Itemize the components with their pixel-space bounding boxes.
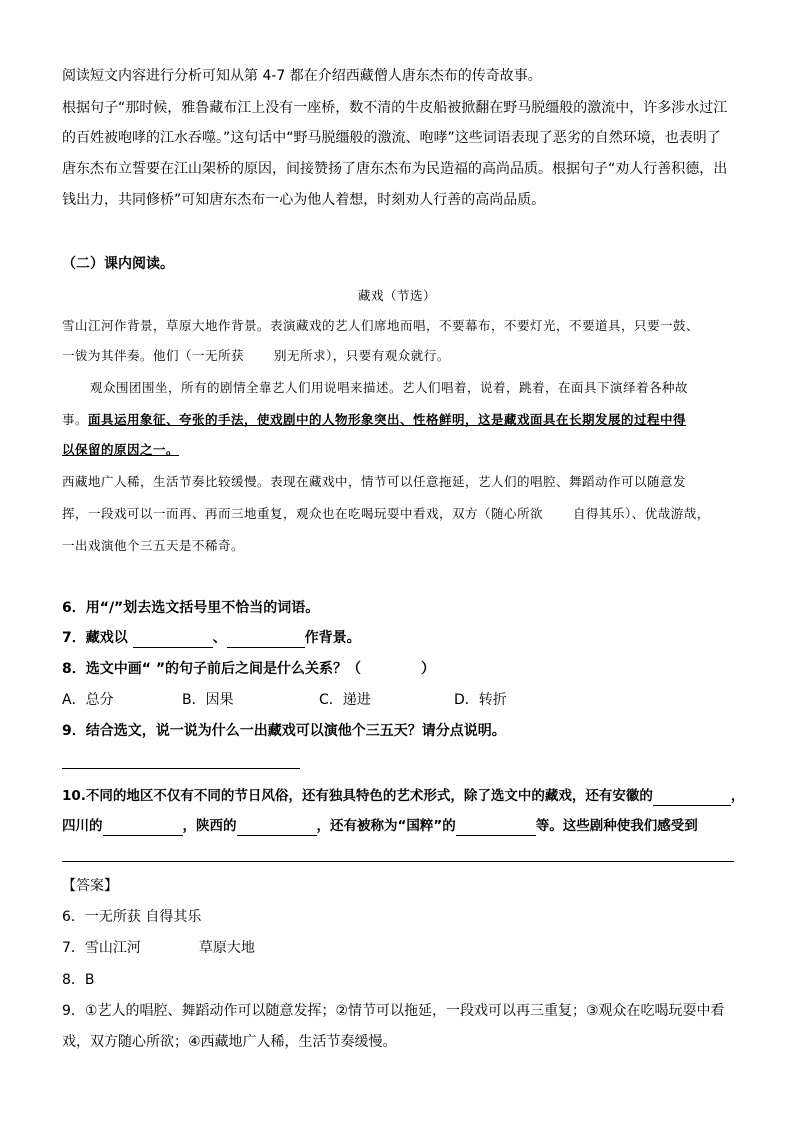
question-10-sichuan: 四川的 xyxy=(62,818,103,834)
answer-blank[interactable] xyxy=(237,821,317,836)
answer-line[interactable] xyxy=(62,861,734,862)
passage-p2-line-1: 观众围团围坐，所有的剧情全靠艺人们用说唱来描述。艺人们唱着，说着，跳着，在面具下演绎着各种故 xyxy=(90,380,689,395)
option-d: D．转折 xyxy=(454,692,507,708)
question-7-separator: 、 xyxy=(212,630,227,646)
analysis-line-2: 根据句子“那时候，雅鲁藏布江上没有一座桥，数不清的牛皮船被掀翻在野马脱缰般的激流中，许多涉水过江 xyxy=(62,100,728,116)
question-8-close: ） xyxy=(421,661,436,677)
question-9: 9．结合选文，说一说为什么一出藏戏可以演他个三五天？请分点说明。 xyxy=(62,723,506,739)
answer-8: 8．B xyxy=(62,972,95,988)
question-7 xyxy=(62,628,361,648)
question-10-end: 等。这些剧种使我们感受到 xyxy=(535,818,698,834)
passage-p1-line-1: 雪山江河作背景，草原大地作背景。表演藏戏的艺人们席地而唱，不要幕布，不要灯光，不要道具，只要一鼓、 xyxy=(62,318,700,333)
passage-p1-line-2 xyxy=(62,346,450,366)
passage-p1-line-2-end: 别无所求），只要有观众就行。 xyxy=(274,348,450,363)
question-10-shaanxi: ，陕西的 xyxy=(182,818,237,834)
question-7-end: 作背景。 xyxy=(304,630,361,646)
section-heading: （二）课内阅读。 xyxy=(62,256,174,272)
passage-p3-line-2 xyxy=(62,504,710,524)
passage-title: 藏戏（节选） xyxy=(357,288,436,303)
passage-p3-line-2-end: 自得其乐）、优哉游哉， xyxy=(573,506,710,521)
underlined-sentence-part-1: 面具运用象征、夸张的手法，使戏剧中的人物形象突出、性格鲜明，这是藏戏面具在长期发展的过程中得 xyxy=(88,412,687,427)
answer-blank[interactable] xyxy=(133,633,213,648)
answer-6: 6．一无所获 自得其乐 xyxy=(62,909,202,925)
answer-9-line-1: 9．①艺人的唱腔、舞蹈动作可以随意发挥；②情节可以拖延，一段戏可以再三重复；③观众在吃喝玩耍中看 xyxy=(62,1003,725,1019)
answer-blank[interactable] xyxy=(227,633,305,648)
answer-blank[interactable] xyxy=(456,821,536,836)
analysis-line-4: 唐东杰布立誓要在江山架桥的原因，间接赞扬了唐东杰布为民造福的高尚品质。根据句子“劝人行善积德，出 xyxy=(62,161,728,177)
passage-p2-line-2 xyxy=(62,410,686,430)
passage-p3-line-2-start: 挥，一段戏可以一而再、再而三地重复，观众也在吃喝玩耍中看戏，双方（随心所欲 xyxy=(62,506,544,521)
question-10-comma: ， xyxy=(730,788,745,804)
analysis-line-5: 钱出力，共同修桥”可知唐东杰布一心为他人着想，时刻劝人行善的高尚品质。 xyxy=(62,192,546,208)
question-8 xyxy=(62,659,435,679)
option-a: A．总分 xyxy=(62,692,114,708)
answer-blank[interactable] xyxy=(653,791,731,806)
answer-9-line-2: 戏，双方随心所欲；④西藏地广人稀，生活节奏缓慢。 xyxy=(62,1034,397,1050)
question-8-text: 8．选文中画“ ”的句子前后之间是什么关系？（ xyxy=(62,661,362,677)
answer-7-second: 草原大地 xyxy=(198,940,255,956)
question-10-line-2 xyxy=(62,816,698,836)
question-10-guocui: ，还有被称为“国粹”的 xyxy=(316,818,456,834)
question-8-options xyxy=(62,690,574,710)
answers-heading: 【答案】 xyxy=(62,878,118,894)
passage-p2-line-2-plain: 事。 xyxy=(62,412,89,427)
answer-7-first: 7．雪山江河 xyxy=(62,940,141,956)
question-10-line-1 xyxy=(62,786,744,806)
question-6: 6．用“/”划去选文括号里不恰当的词语。 xyxy=(62,600,320,616)
underlined-sentence-part-2: 以保留的原因之一。 xyxy=(62,442,180,457)
option-b: B．因果 xyxy=(182,692,234,708)
analysis-line-1: 阅读短文内容进行分析可知从第 4-7 都在介绍西藏僧人唐东杰布的传奇故事。 xyxy=(62,68,542,84)
passage-p1-line-2-start: 一钹为其伴奏。他们（一无所获 xyxy=(62,348,245,363)
answer-line[interactable] xyxy=(62,768,300,769)
passage-p3-line-3: 一出戏演他个三五天是不稀奇。 xyxy=(62,538,245,553)
passage-p3-line-1: 西藏地广人稀，生活节奏比较缓慢。表现在藏戏中，情节可以任意拖延，艺人们的唱腔、舞蹈动作可以随意发 xyxy=(62,474,687,489)
question-10-text: 10.不同的地区不仅有不同的节日风俗，还有独具特色的艺术形式，除了选文中的藏戏，还有安徽的 xyxy=(62,788,653,804)
option-c: C．递进 xyxy=(319,692,371,708)
answer-7 xyxy=(62,938,255,958)
question-7-start: 7．藏戏以 xyxy=(62,630,128,646)
analysis-line-3: 的百姓被咆哮的江水吞噬。”这句话中“野马脱缰般的激流、咆哮”这些词语表现了恶劣的自然环境，也表明了 xyxy=(62,130,721,146)
answer-blank[interactable] xyxy=(103,821,183,836)
